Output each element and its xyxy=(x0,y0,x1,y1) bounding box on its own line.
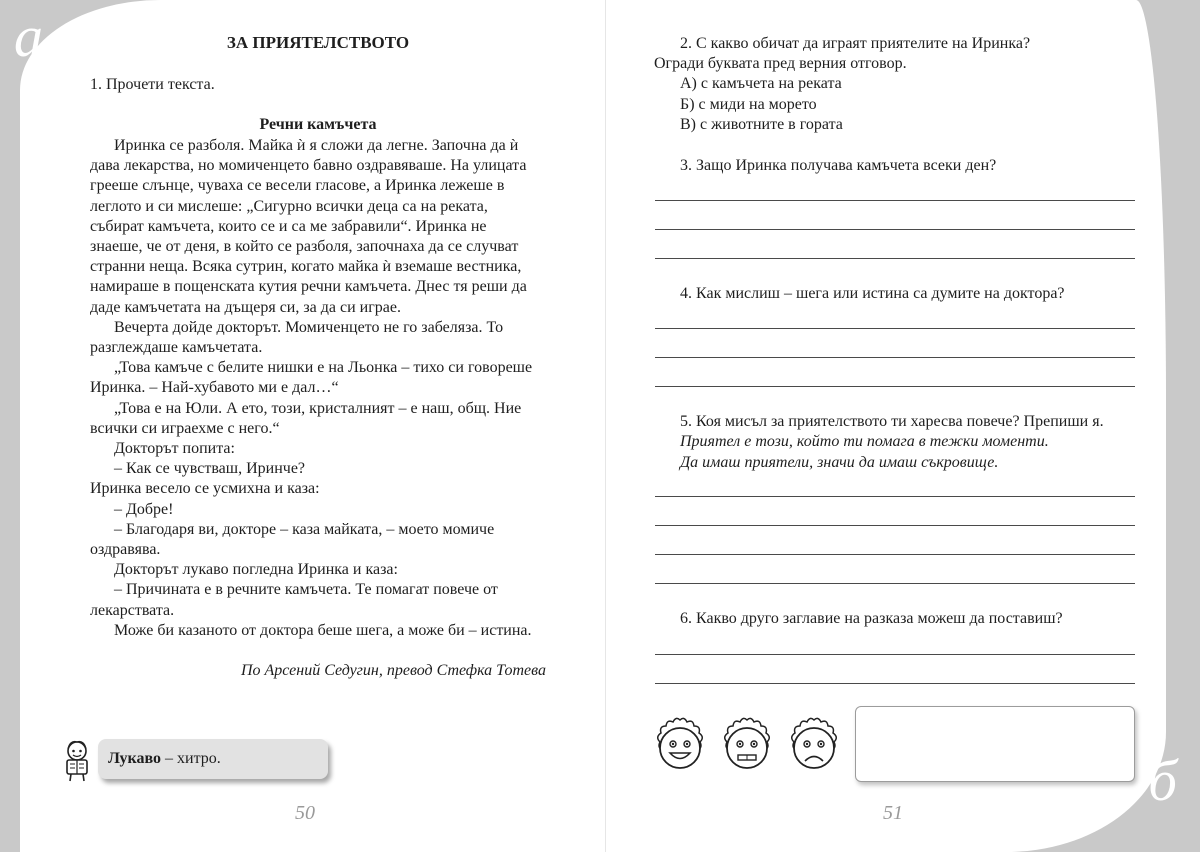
smiling-face-icon[interactable] xyxy=(653,716,707,774)
story-author: По Арсений Седугин, превод Стефка Тотева xyxy=(240,662,546,679)
page-divider xyxy=(605,0,606,852)
sad-face-icon[interactable] xyxy=(787,716,841,774)
glossary-term: Лукаво xyxy=(108,750,162,767)
story-text xyxy=(90,136,546,641)
story-line: Иринка. – Най-хубавото ми е дал…“ xyxy=(90,379,339,397)
story-line: Може би казаното от доктора беше шега, а може би – истина. xyxy=(114,621,532,639)
story-line: оздравява. xyxy=(90,541,161,559)
story-line: „Това камъче с белите нишки е на Льонка – тихо си говореше xyxy=(114,359,533,377)
story-line: – Благодаря ви, докторе – каза майката, – моето момиче xyxy=(114,520,495,538)
story-line: разглеждаше камъчетата. xyxy=(90,339,263,357)
question-5: 5. Коя мисъл за приятелството ти харесва повече? Препиши я. xyxy=(680,413,1104,430)
glossary-definition: – хитро. xyxy=(161,750,221,767)
section-letter-b: б xyxy=(1148,748,1178,813)
page-number-left: 50 xyxy=(295,802,315,824)
story-line: „Това е на Юли. А ето, този, кристалният – е наш, общ. Ние xyxy=(114,399,522,417)
answer-line[interactable] xyxy=(655,654,1135,655)
answer-line[interactable] xyxy=(655,683,1135,684)
story-line: грееше слънце, чуваха се весели гласове, а Иринка лежеше в xyxy=(90,177,505,195)
question-2-instruction: Огради буквата пред верния отговор. xyxy=(654,55,907,72)
answer-line[interactable] xyxy=(655,357,1135,358)
option-c[interactable]: В) с животните в гората xyxy=(680,116,843,133)
question-2: 2. С какво обичат да играят приятелите на Иринка? xyxy=(680,35,1031,52)
page-title: ЗА ПРИЯТЕЛСТВОТО xyxy=(226,33,410,52)
story-line: дава лекарства, но момиченцето бавно оздравяваше. На улицата xyxy=(90,157,527,175)
answer-line[interactable] xyxy=(655,386,1135,387)
story-line: Иринка весело се усмихна и каза: xyxy=(90,480,320,498)
story-line: леглото и си мислеше: „Сигурно всички деца са на реката, xyxy=(90,197,488,215)
answer-line[interactable] xyxy=(655,328,1135,329)
story-line: странни неща. Всяка сутрин, когато майка ѝ вземаше вестника, xyxy=(90,258,522,276)
story-line: намираше в пощенската кутия речни камъчета. Днес тя реши да xyxy=(90,278,527,296)
story-line: всички си играехме с него.“ xyxy=(90,419,280,437)
question-6: 6. Какво друго заглавие на разказа можеш да поставиш? xyxy=(680,610,1063,627)
answer-line[interactable] xyxy=(655,554,1135,555)
story-title: Речни камъчета xyxy=(259,116,377,133)
answer-line[interactable] xyxy=(655,258,1135,259)
neutral-face-icon[interactable] xyxy=(720,716,774,774)
story-line: – Добре! xyxy=(114,500,174,518)
question-3: 3. Защо Иринка получава камъчета всеки ден? xyxy=(680,157,997,174)
story-line: Вечерта дойде докторът. Момиченцето не го забеляза. То xyxy=(114,318,504,336)
story-line: събират камъчета, които се и са ме забравили“. Иринка не xyxy=(90,217,487,235)
answer-line[interactable] xyxy=(655,200,1135,201)
story-line: Докторът лукаво погледна Иринка и каза: xyxy=(114,561,398,579)
page-number-right: 51 xyxy=(883,802,903,824)
answer-line[interactable] xyxy=(655,583,1135,584)
self-assessment-box[interactable] xyxy=(855,706,1135,782)
answer-line[interactable] xyxy=(655,496,1135,497)
option-a[interactable]: А) с камъчета на реката xyxy=(680,75,842,92)
story-line: лекарствата. xyxy=(90,601,175,619)
section-letter-a: а xyxy=(14,4,43,69)
story-line: Докторът попита: xyxy=(114,440,235,458)
quote-1: Приятел е този, който ти помага в тежки моменти. xyxy=(680,433,1049,450)
question-4: 4. Как мислиш – шега или истина са думите на доктора? xyxy=(680,285,1065,302)
story-line: – Причината е в речните камъчета. Те помагат повече от xyxy=(114,581,498,599)
answer-line[interactable] xyxy=(655,525,1135,526)
glossary-box xyxy=(98,739,328,779)
story-line: знаеше, че от деня, в който се разболя, започнаха да се случват xyxy=(90,238,519,256)
story-line: даде камъчетата на дъщеря си, за да си играе. xyxy=(90,298,402,316)
story-line: – Как се чувстваш, Иринче? xyxy=(114,460,306,478)
reading-boy-icon xyxy=(62,740,92,782)
option-b[interactable]: Б) с миди на морето xyxy=(680,96,817,113)
story-line: Иринка се разболя. Майка ѝ я сложи да легне. Започна да ѝ xyxy=(114,137,519,154)
task-1: 1. Прочети текста. xyxy=(90,76,215,93)
quote-2: Да имаш приятели, значи да имаш съкровище. xyxy=(680,454,999,471)
answer-line[interactable] xyxy=(655,229,1135,230)
